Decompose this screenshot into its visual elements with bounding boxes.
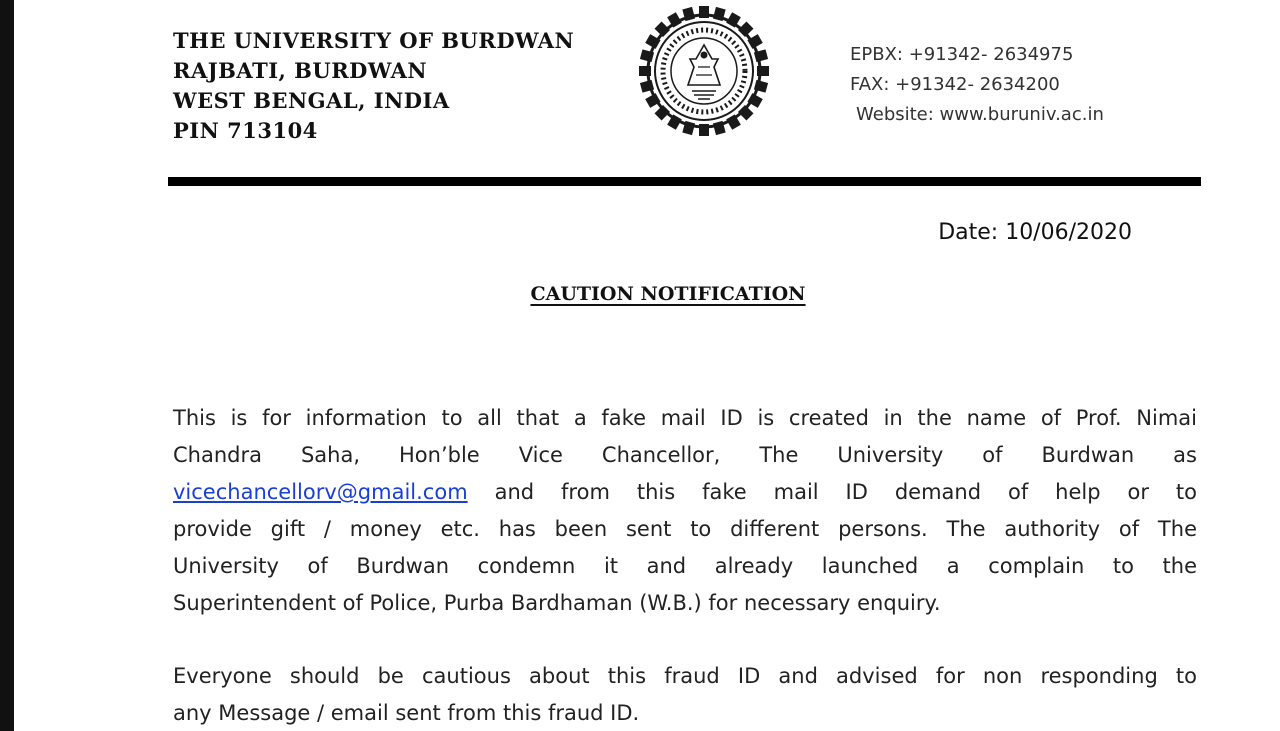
university-gear-seal-icon: [638, 5, 770, 137]
contact-info: [850, 40, 1104, 130]
notice-paragraph-2: [173, 658, 1197, 731]
paragraph-line: Everyone should be cautious about this fraud ID and advised for non responding to: [173, 664, 1197, 688]
fax-number: FAX: +91342- 2634200: [850, 74, 1060, 95]
notice-title: [0, 283, 1280, 305]
notice-date: Date: 10/06/2020: [938, 220, 1132, 245]
epbx-number: EPBX: +91342- 2634975: [850, 44, 1074, 65]
header-divider: [168, 177, 1201, 186]
left-frame-edge: [0, 0, 14, 731]
address-line: WEST BENGAL, INDIA: [173, 88, 450, 113]
address-line: RAJBATI, BURDWAN: [173, 58, 428, 83]
paragraph-line-with-email: [173, 474, 1197, 511]
address-line: THE UNIVERSITY OF BURDWAN: [173, 28, 575, 53]
notice-title-text: CAUTION NOTIFICATION: [530, 283, 806, 305]
notice-paragraph-1: [173, 400, 1197, 622]
paragraph-line: Superintendent of Police, Purba Bardhaman (W.B.) for necessary enquiry.: [173, 591, 941, 615]
website: Website: www.buruniv.ac.in: [856, 104, 1104, 125]
paragraph-line: provide gift / money etc. has been sent to different persons. The authority of The: [173, 517, 1197, 541]
paragraph-line: This is for information to all that a fake mail ID is created in the name of Prof. Nimai: [173, 406, 1197, 430]
university-address: [173, 26, 574, 146]
address-line: PIN 713104: [173, 118, 318, 143]
paragraph-line-rest: and from this fake mail ID demand of help or to: [467, 480, 1197, 504]
paragraph-line: Chandra Saha, Hon’ble Vice Chancellor, The University of Burdwan as: [173, 443, 1197, 467]
fake-email-link[interactable]: vicechancellorv@gmail.com: [173, 480, 468, 504]
paragraph-line: any Message / email sent from this fraud ID.: [173, 701, 640, 725]
paragraph-line: University of Burdwan condemn it and already launched a complain to the: [173, 554, 1197, 578]
